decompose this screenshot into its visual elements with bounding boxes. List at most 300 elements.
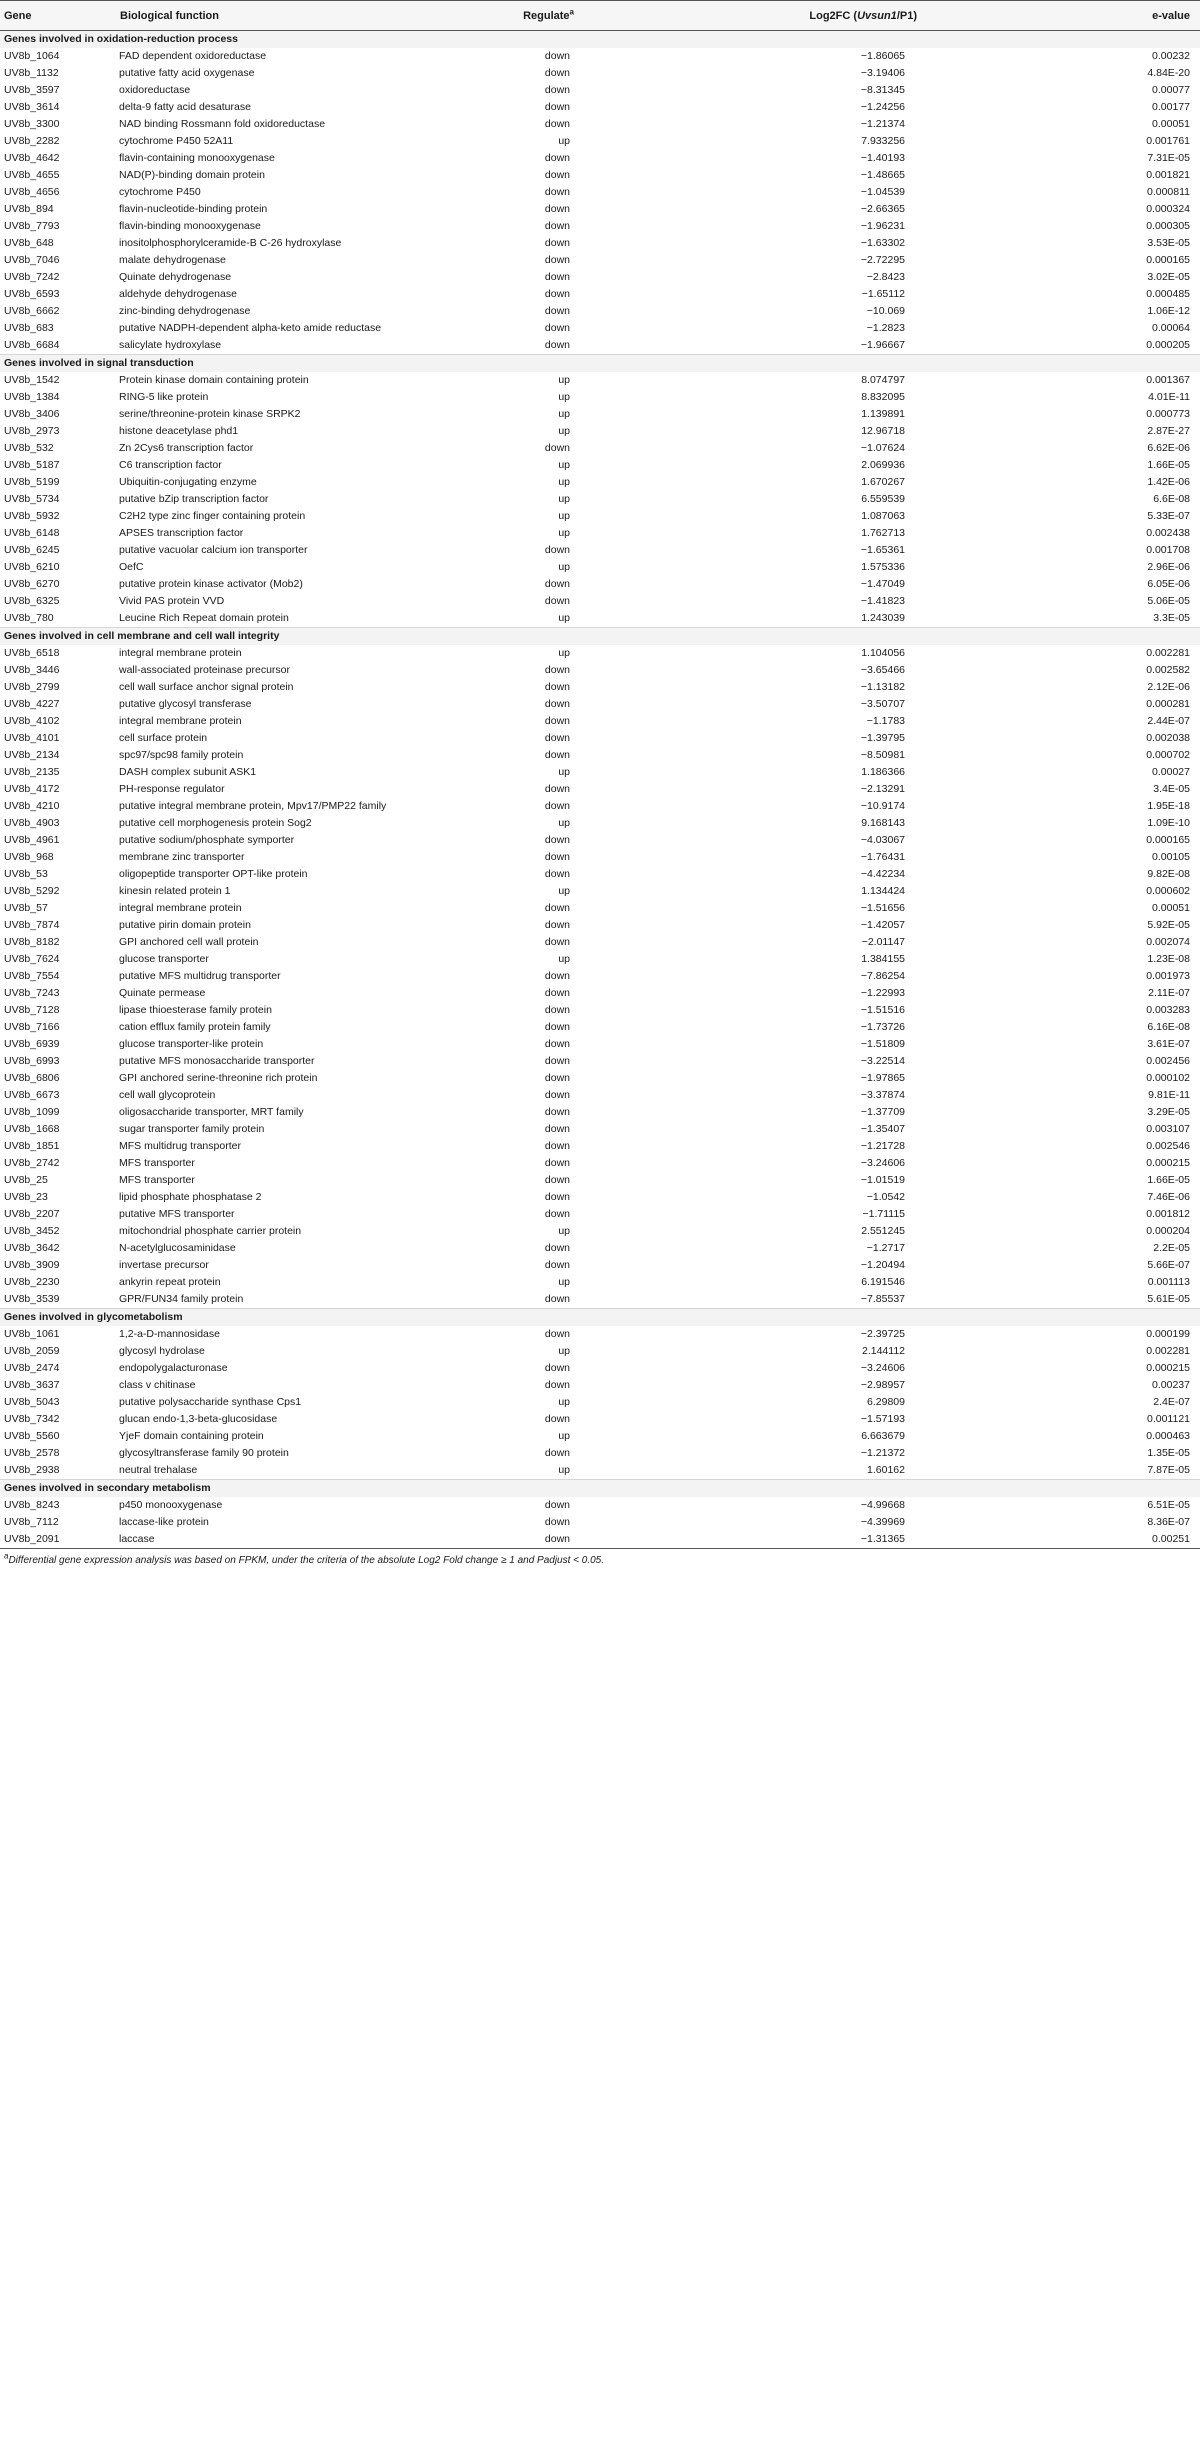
log2fc-cell: −1.73726: [860, 1021, 905, 1033]
log2fc-cell: 6.191546: [861, 1276, 905, 1288]
regulation-cell: up: [558, 1276, 570, 1288]
biological-function-cell: integral membrane protein: [119, 647, 242, 659]
log2fc-cell: 8.832095: [861, 391, 905, 403]
category-title: Genes involved in signal transduction: [0, 355, 1200, 373]
log2fc-cell: −1.22993: [860, 987, 905, 999]
e-value-cell: 1.66E-05: [1147, 459, 1190, 471]
biological-function-cell: aldehyde dehydrogenase: [119, 288, 237, 300]
e-value-cell: 4.01E-11: [1148, 391, 1190, 403]
regulation-cell: down: [544, 1191, 570, 1203]
regulation-cell: down: [544, 851, 570, 863]
table-row: [0, 1053, 1200, 1070]
regulation-cell: down: [544, 152, 570, 164]
regulation-cell: down: [544, 322, 570, 334]
biological-function-cell: YjeF domain containing protein: [119, 1430, 264, 1442]
biological-function-cell: glycosyltransferase family 90 protein: [119, 1447, 289, 1459]
regulation-cell: up: [558, 561, 570, 573]
log2fc-cell: −1.76431: [860, 851, 905, 863]
biological-function-cell: Zn 2Cys6 transcription factor: [119, 442, 254, 454]
biological-function-cell: glucose transporter-like protein: [119, 1038, 264, 1050]
table-row: [0, 747, 1200, 764]
regulation-cell: down: [544, 118, 570, 130]
e-value-cell: 4.84E-20: [1147, 67, 1190, 79]
e-value-cell: 3.29E-05: [1147, 1106, 1190, 1118]
e-value-cell: 5.61E-05: [1147, 1293, 1190, 1305]
log2fc-cell: −2.66365: [860, 203, 905, 215]
biological-function-cell: putative pirin domain protein: [119, 919, 251, 931]
table-row: [0, 1274, 1200, 1291]
biological-function-cell: putative sodium/phosphate symporter: [119, 834, 295, 846]
regulation-cell: down: [544, 254, 570, 266]
log2fc-cell: −1.51656: [860, 902, 905, 914]
log2fc-cell: −1.42057: [860, 919, 905, 931]
e-value-cell: 3.02E-05: [1147, 271, 1190, 283]
table-row: [0, 235, 1200, 252]
category-row: [0, 1480, 1200, 1498]
table-row: [0, 1428, 1200, 1445]
regulation-cell: up: [558, 1396, 570, 1408]
biological-function-cell: putative MFS transporter: [119, 1208, 235, 1220]
table-row: [0, 1223, 1200, 1240]
regulation-cell: down: [544, 987, 570, 999]
log2fc-cell: −1.35407: [860, 1123, 905, 1135]
e-value-cell: 6.16E-08: [1147, 1021, 1190, 1033]
table-body: [0, 31, 1200, 1549]
regulation-cell: down: [544, 271, 570, 283]
table-row: [0, 730, 1200, 747]
regulation-cell: down: [544, 1174, 570, 1186]
table-row: [0, 1002, 1200, 1019]
biological-function-cell: flavin-containing monooxygenase: [119, 152, 275, 164]
biological-function-cell: C2H2 type zinc finger containing protein: [119, 510, 306, 522]
table-row: [0, 1155, 1200, 1172]
regulation-cell: down: [544, 305, 570, 317]
regulation-cell: up: [558, 476, 570, 488]
gene-id-cell: UV8b_648: [4, 237, 54, 249]
biological-function-cell: putative polysaccharide synthase Cps1: [119, 1396, 302, 1408]
log2fc-cell: 1.087063: [861, 510, 905, 522]
e-value-cell: 2.96E-06: [1147, 561, 1190, 573]
header-log2fc-prefix: Log2FC (: [809, 9, 858, 22]
log2fc-cell: 2.069936: [861, 459, 905, 471]
gene-id-cell: UV8b_5043: [4, 1396, 60, 1408]
regulation-cell: down: [544, 1208, 570, 1220]
biological-function-cell: membrane zinc transporter: [119, 851, 245, 863]
table-row: [0, 372, 1200, 389]
table-row: [0, 1531, 1200, 1549]
biological-function-cell: oxidoreductase: [119, 84, 191, 96]
regulation-cell: down: [544, 698, 570, 710]
e-value-cell: 0.002438: [1146, 527, 1190, 539]
log2fc-cell: −3.22514: [860, 1055, 905, 1067]
e-value-cell: 0.000463: [1146, 1430, 1190, 1442]
e-value-cell: 0.000205: [1146, 339, 1190, 351]
biological-function-cell: putative vacuolar calcium ion transporter: [119, 544, 308, 556]
category-title: Genes involved in oxidation-reduction process: [0, 31, 1200, 49]
e-value-cell: 0.000811: [1146, 186, 1190, 198]
table-row: [0, 1411, 1200, 1428]
gene-id-cell: UV8b_2134: [4, 749, 60, 761]
gene-id-cell: UV8b_4210: [4, 800, 60, 812]
regulation-cell: up: [558, 1464, 570, 1476]
category-row: [0, 355, 1200, 373]
table-row: [0, 1291, 1200, 1309]
table-row: [0, 696, 1200, 713]
gene-id-cell: UV8b_4227: [4, 698, 60, 710]
table-row: [0, 662, 1200, 679]
log2fc-cell: −2.13291: [860, 783, 905, 795]
table-row: [0, 150, 1200, 167]
e-value-cell: 0.000215: [1146, 1362, 1190, 1374]
gene-id-cell: UV8b_4961: [4, 834, 60, 846]
gene-id-cell: UV8b_4172: [4, 783, 60, 795]
biological-function-cell: putative MFS monosaccharide transporter: [119, 1055, 315, 1067]
gene-id-cell: UV8b_3637: [4, 1379, 60, 1391]
gene-id-cell: UV8b_3597: [4, 84, 60, 96]
log2fc-cell: −1.07624: [860, 442, 905, 454]
regulation-cell: up: [558, 493, 570, 505]
e-value-cell: 3.3E-05: [1153, 612, 1190, 624]
e-value-cell: 1.42E-06: [1147, 476, 1190, 488]
biological-function-cell: GPI anchored cell wall protein: [119, 936, 259, 948]
regulation-cell: down: [544, 1123, 570, 1135]
gene-id-cell: UV8b_1384: [4, 391, 60, 403]
e-value-cell: 5.66E-07: [1147, 1259, 1190, 1271]
regulation-cell: down: [544, 1106, 570, 1118]
regulation-cell: up: [558, 953, 570, 965]
e-value-cell: 0.001113: [1147, 1276, 1190, 1288]
biological-function-cell: putative glycosyl transferase: [119, 698, 252, 710]
table-row: [0, 1462, 1200, 1480]
log2fc-cell: −1.47049: [860, 578, 905, 590]
e-value-cell: 0.001367: [1146, 374, 1190, 386]
log2fc-cell: 1.762713: [861, 527, 905, 539]
log2fc-cell: 1.243039: [861, 612, 905, 624]
biological-function-cell: flavin-nucleotide-binding protein: [119, 203, 268, 215]
gene-id-cell: UV8b_3539: [4, 1293, 60, 1305]
regulation-cell: down: [544, 1157, 570, 1169]
log2fc-cell: −1.51809: [860, 1038, 905, 1050]
biological-function-cell: malate dehydrogenase: [119, 254, 226, 266]
biological-function-cell: delta-9 fatty acid desaturase: [119, 101, 251, 113]
e-value-cell: 0.002281: [1146, 647, 1190, 659]
e-value-cell: 0.000773: [1146, 408, 1190, 420]
log2fc-cell: −3.37874: [860, 1089, 905, 1101]
gene-id-cell: UV8b_2938: [4, 1464, 60, 1476]
table-row: [0, 1121, 1200, 1138]
e-value-cell: 5.92E-05: [1147, 919, 1190, 931]
log2fc-cell: −1.96231: [860, 220, 905, 232]
log2fc-cell: −1.1783: [866, 715, 905, 727]
log2fc-cell: 8.074797: [861, 374, 905, 386]
e-value-cell: 3.4E-05: [1153, 783, 1190, 795]
table-row: [0, 576, 1200, 593]
gene-id-cell: UV8b_6245: [4, 544, 60, 556]
biological-function-cell: laccase: [115, 1531, 415, 1549]
regulation-cell: down: [544, 1242, 570, 1254]
e-value-cell: 0.001973: [1146, 970, 1190, 982]
biological-function-cell: serine/threonine-protein kinase SRPK2: [119, 408, 301, 420]
table-row: [0, 82, 1200, 99]
gene-id-cell: UV8b_2973: [4, 425, 60, 437]
table-row: [0, 457, 1200, 474]
e-value-cell: 3.53E-05: [1147, 237, 1190, 249]
regulation-cell: down: [544, 936, 570, 948]
gene-id-cell: UV8b_6939: [4, 1038, 60, 1050]
e-value-cell: 9.81E-11: [1148, 1089, 1190, 1101]
regulation-cell: up: [558, 885, 570, 897]
log2fc-cell: −1.21372: [860, 1447, 905, 1459]
regulation-cell: down: [544, 902, 570, 914]
log2fc-cell: −4.03067: [860, 834, 905, 846]
gene-id-cell: UV8b_5932: [4, 510, 60, 522]
e-value-cell: 2.12E-06: [1147, 681, 1190, 693]
gene-id-cell: UV8b_2091: [0, 1531, 115, 1549]
table-row: [0, 610, 1200, 628]
table-row: [0, 883, 1200, 900]
e-value-cell: 6.62E-06: [1147, 442, 1190, 454]
biological-function-cell: 1,2-a-D-mannosidase: [119, 1328, 220, 1340]
log2fc-cell: 1.104056: [861, 647, 905, 659]
category-title: Genes involved in cell membrane and cell wall integrity: [0, 628, 1200, 646]
regulation-cell: down: [544, 834, 570, 846]
e-value-cell: 0.00064: [1152, 322, 1190, 334]
e-value-cell: 0.001121: [1146, 1413, 1190, 1425]
category-title: Genes involved in secondary metabolism: [0, 1480, 1200, 1498]
log2fc-cell: −1.65112: [861, 288, 905, 300]
biological-function-cell: mitochondrial phosphate carrier protein: [119, 1225, 302, 1237]
e-value-cell: 1.06E-12: [1147, 305, 1190, 317]
regulation-cell: up: [558, 408, 570, 420]
table-row: [0, 1138, 1200, 1155]
log2fc-cell: −10.9174: [860, 800, 905, 812]
e-value-cell: 7.31E-05: [1147, 152, 1190, 164]
biological-function-cell: class v chitinase: [119, 1379, 196, 1391]
log2fc-cell: −1.65361: [860, 544, 905, 556]
log2fc-cell: −3.24606: [860, 1157, 905, 1169]
table-row: [0, 713, 1200, 730]
biological-function-cell: oligosaccharide transporter, MRT family: [119, 1106, 304, 1118]
biological-function-cell: PH-response regulator: [119, 783, 225, 795]
gene-id-cell: UV8b_2230: [4, 1276, 60, 1288]
table-row: [0, 815, 1200, 832]
regulation-cell: down: [544, 681, 570, 693]
gene-id-cell: UV8b_7242: [4, 271, 60, 283]
table-row: [0, 286, 1200, 303]
regulation-cell: down: [544, 442, 570, 454]
table-row: [0, 866, 1200, 883]
header-e-value: e-value: [970, 1, 1200, 31]
gene-id-cell: UV8b_3642: [4, 1242, 60, 1254]
e-value-cell: 0.00105: [1152, 851, 1190, 863]
log2fc-cell: −1.13182: [860, 681, 905, 693]
biological-function-cell: cell surface protein: [119, 732, 208, 744]
gene-id-cell: UV8b_683: [4, 322, 54, 334]
regulation-cell: down: [544, 1362, 570, 1374]
biological-function-cell: putative NADPH-dependent alpha-keto amide reductase: [119, 322, 382, 334]
gene-id-cell: UV8b_1132: [4, 67, 59, 79]
e-value-cell: 6.51E-05: [1147, 1499, 1190, 1511]
regulation-cell: up: [558, 1430, 570, 1442]
regulation-cell: up: [558, 817, 570, 829]
regulation-cell: up: [558, 425, 570, 437]
gene-id-cell: UV8b_6684: [4, 339, 60, 351]
table-row: [0, 1240, 1200, 1257]
table-row: [0, 491, 1200, 508]
biological-function-cell: lipase thioesterase family protein: [119, 1004, 272, 1016]
table-row: [0, 167, 1200, 184]
e-value-cell: 0.000215: [1146, 1157, 1190, 1169]
gene-id-cell: UV8b_894: [4, 203, 54, 215]
biological-function-cell: oligopeptide transporter OPT-like protein: [119, 868, 308, 880]
biological-function-cell: Vivid PAS protein VVD: [119, 595, 225, 607]
e-value-cell: 0.00251: [970, 1531, 1200, 1549]
log2fc-cell: −1.21728: [860, 1140, 905, 1152]
log2fc-cell: −7.86254: [860, 970, 905, 982]
biological-function-cell: putative bZip transcription factor: [119, 493, 269, 505]
gene-id-cell: UV8b_1064: [4, 50, 60, 62]
table-row: [0, 985, 1200, 1002]
regulation-cell: down: [544, 1055, 570, 1067]
log2fc-cell: −10.069: [866, 305, 905, 317]
regulation-cell: up: [558, 391, 570, 403]
e-value-cell: 1.23E-08: [1147, 953, 1190, 965]
biological-function-cell: NAD binding Rossmann fold oxidoreductase: [119, 118, 326, 130]
header-regulate-label: Regulate: [523, 9, 570, 22]
regulation-cell: down: [544, 868, 570, 880]
log2fc-cell: −1.01519: [860, 1174, 905, 1186]
gene-id-cell: UV8b_4655: [4, 169, 60, 181]
biological-function-cell: integral membrane protein: [119, 902, 242, 914]
biological-function-cell: glycosyl hydrolase: [119, 1345, 205, 1357]
regulation-cell: down: [544, 1293, 570, 1305]
table-row: [0, 423, 1200, 440]
gene-id-cell: UV8b_53: [4, 868, 48, 880]
header-biological-function: Biological function: [115, 1, 415, 31]
regulation-cell: down: [544, 783, 570, 795]
table-row: [0, 1326, 1200, 1343]
regulation-cell: up: [558, 766, 570, 778]
gene-id-cell: UV8b_8243: [4, 1499, 60, 1511]
gene-id-cell: UV8b_7243: [4, 987, 60, 999]
gene-id-cell: UV8b_7166: [4, 1021, 60, 1033]
regulation-cell: down: [544, 1516, 570, 1528]
gene-id-cell: UV8b_6518: [4, 647, 60, 659]
gene-id-cell: UV8b_6662: [4, 305, 60, 317]
biological-function-cell: DASH complex subunit ASK1: [119, 766, 257, 778]
biological-function-cell: putative integral membrane protein, Mpv17/PMP22 family: [119, 800, 387, 812]
log2fc-cell: 2.551245: [861, 1225, 905, 1237]
table-row: [0, 1206, 1200, 1223]
gene-id-cell: UV8b_6270: [4, 578, 60, 590]
e-value-cell: 0.002074: [1146, 936, 1190, 948]
regulation-cell: down: [544, 1021, 570, 1033]
e-value-cell: 2.87E-27: [1147, 425, 1190, 437]
log2fc-cell: 1.139891: [861, 408, 905, 420]
e-value-cell: 0.001812: [1146, 1208, 1190, 1220]
e-value-cell: 7.46E-06: [1147, 1191, 1190, 1203]
regulation-cell: down: [544, 1038, 570, 1050]
regulation-cell: down: [544, 67, 570, 79]
biological-function-cell: putative protein kinase activator (Mob2): [119, 578, 303, 590]
footnote-text: Differential gene expression analysis was based on FPKM, under the criteria of the absolute Log2 Fold change ≥ 1 and Padjust < 0.05.: [8, 1555, 605, 1566]
regulation-cell: down: [544, 50, 570, 62]
log2fc-cell: −3.65466: [860, 664, 905, 676]
regulation-cell: down: [544, 800, 570, 812]
log2fc-cell: −1.37709: [860, 1106, 905, 1118]
table-row: [0, 832, 1200, 849]
regulation-cell: up: [558, 612, 570, 624]
table-row: [0, 968, 1200, 985]
log2fc-cell: −1.63302: [860, 237, 905, 249]
biological-function-cell: NAD(P)-binding domain protein: [119, 169, 265, 181]
biological-function-cell: cytochrome P450 52A11: [119, 135, 234, 147]
e-value-cell: 0.00077: [1152, 84, 1190, 96]
e-value-cell: 0.002038: [1146, 732, 1190, 744]
e-value-cell: 0.002456: [1146, 1055, 1190, 1067]
log2fc-cell: −8.31345: [860, 84, 905, 96]
biological-function-cell: putative MFS multidrug transporter: [119, 970, 281, 982]
biological-function-cell: laccase-like protein: [119, 1516, 209, 1528]
biological-function-cell: salicylate hydroxylase: [119, 339, 222, 351]
table-row: [0, 320, 1200, 337]
gene-id-cell: UV8b_2282: [4, 135, 60, 147]
regulation-cell: up: [558, 459, 570, 471]
table-row: [0, 1189, 1200, 1206]
biological-function-cell: Ubiquitin-conjugating enzyme: [119, 476, 257, 488]
table-row: [0, 337, 1200, 355]
log2fc-cell: −3.19406: [860, 67, 905, 79]
biological-function-cell: GPR/FUN34 family protein: [119, 1293, 244, 1305]
gene-id-cell: UV8b_532: [4, 442, 54, 454]
e-value-cell: 0.002582: [1146, 664, 1190, 676]
regulation-cell: down: [544, 339, 570, 351]
table-row: [0, 1514, 1200, 1531]
table-row: [0, 133, 1200, 150]
gene-id-cell: UV8b_5560: [4, 1430, 60, 1442]
e-value-cell: 0.000165: [1146, 834, 1190, 846]
gene-id-cell: UV8b_4656: [4, 186, 60, 198]
regulation-cell: down: [544, 237, 570, 249]
table-row: [0, 781, 1200, 798]
biological-function-cell: putative fatty acid oxygenase: [119, 67, 255, 79]
regulation-cell: down: [544, 169, 570, 181]
table-row: [0, 406, 1200, 423]
log2fc-cell: −1.39795: [860, 732, 905, 744]
gene-id-cell: UV8b_7046: [4, 254, 60, 266]
regulation-cell: up: [558, 135, 570, 147]
gene-id-cell: UV8b_3300: [4, 118, 60, 130]
gene-id-cell: UV8b_3909: [4, 1259, 60, 1271]
gene-id-cell: UV8b_1668: [4, 1123, 60, 1135]
table-row: [0, 303, 1200, 320]
gene-id-cell: UV8b_1061: [4, 1328, 60, 1340]
table-row: [0, 1036, 1200, 1053]
log2fc-cell: −3.50707: [860, 698, 905, 710]
header-row: [0, 1, 1200, 31]
e-value-cell: 0.000204: [1146, 1225, 1190, 1237]
gene-id-cell: UV8b_7128: [4, 1004, 60, 1016]
regulation-cell: down: [544, 288, 570, 300]
biological-function-cell: spc97/spc98 family protein: [119, 749, 244, 761]
log2fc-cell: −1.96667: [860, 339, 905, 351]
log2fc-cell: −1.57193: [860, 1413, 905, 1425]
table-row: [0, 1343, 1200, 1360]
regulation-cell: down: [544, 1140, 570, 1152]
table-row: [0, 99, 1200, 116]
table-row: [0, 1104, 1200, 1121]
e-value-cell: 1.35E-05: [1147, 1447, 1190, 1459]
